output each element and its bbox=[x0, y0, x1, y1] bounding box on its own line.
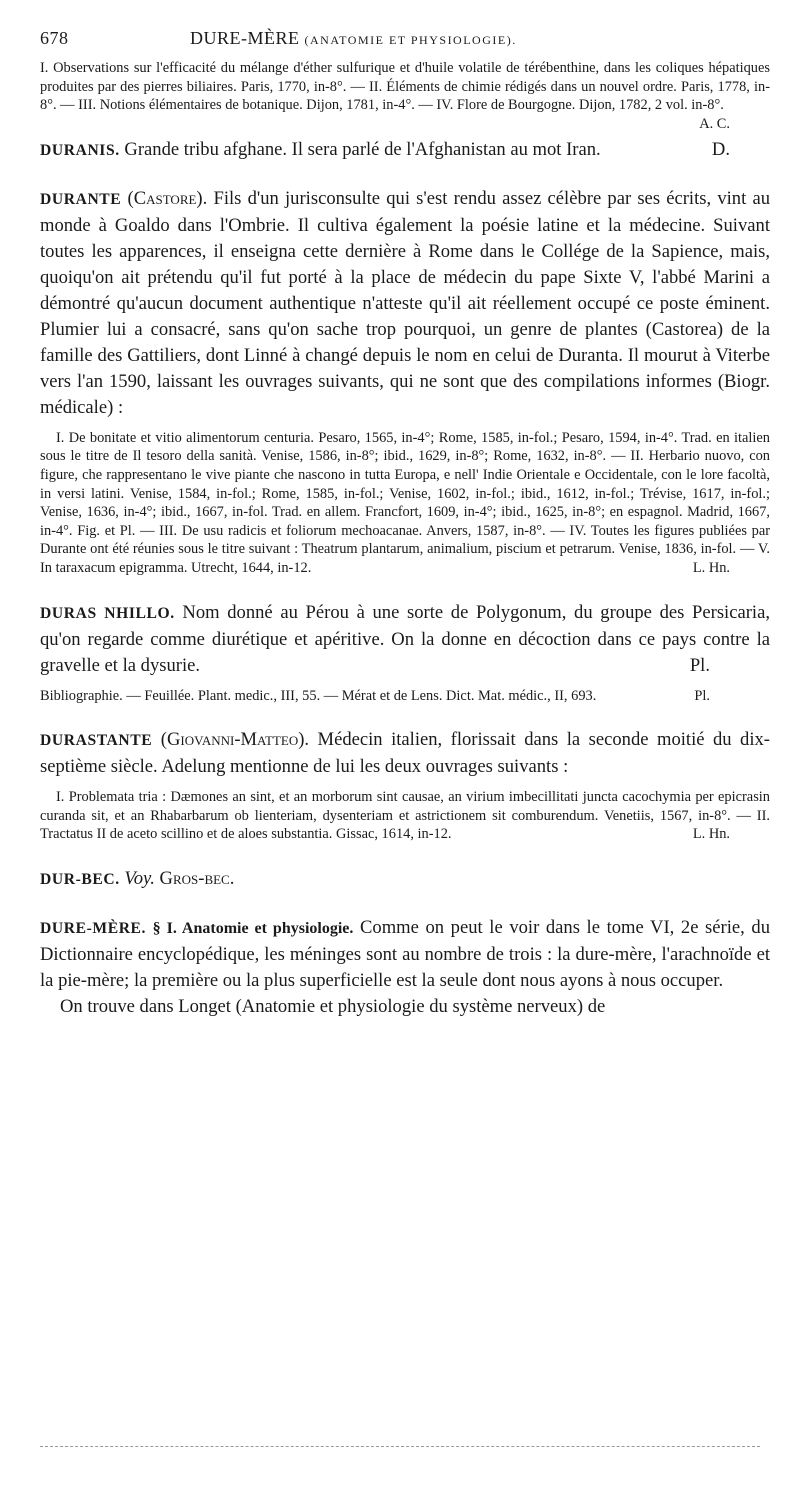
top-bibliography-line: I. Observations sur l'efficacité du mélange d'éther sulfurique et d'huile volatile de térébenthine, dans les coliques hépatiques produites par des pierres biliaires. Paris, 1770, in-8°. — II. Éléments de chimie rédigés dans un nouvel ordre. Paris, 1778, in-8°. — III. Notions élémentaires de botanique. Dijon, 1781, in-4°. — IV. Flore de Bourgogne. Dijon, 1782, 2 vol. in-8°. bbox=[40, 60, 770, 114]
entry-text: Médecin italien, florissait dans la seconde moitié du dix-septième siècle. Adelung mentionne de lui les deux ouvrages suivants : bbox=[40, 729, 770, 778]
signature: A. C. bbox=[699, 115, 730, 132]
entry-dur-bec bbox=[40, 866, 770, 893]
signature: Pl. bbox=[694, 687, 710, 704]
entry-name: (Giovanni-Matteo). bbox=[160, 729, 310, 751]
entry-text: Comme on peut le voir dans le tome VI, 2e série, du Dictionnaire encyclopédique, les méninges sont au nombre de trois : la dure-mère, l'arachnoïde et la pie-mère; la première ou la plus superficielle est la seule dont nous ayons à nous occuper. bbox=[40, 916, 770, 991]
running-title-main: DURE-MÈRE bbox=[190, 28, 300, 48]
entry-bibliography: I. Problemata tria : Dæmones an sint, et an morborum sint causae, an virium imbecillitati juncta cacochymia per epicrasin curanda sit, et an Rhabarbarum ob lienteriam, dysenteriam et astrictionem sit comburendum. Venetiis, 1567, in-8°. — II. Tractatus II de aceto scillino et de aloes substantia. Gissac, 1614, in-12. L. Hn. bbox=[40, 789, 770, 843]
entry-headword: DUR-BEC. bbox=[40, 870, 120, 888]
entry-headword: DURASTANTE bbox=[40, 732, 153, 750]
entry-headword: DURANIS. bbox=[40, 141, 120, 159]
page-number: 678 bbox=[40, 28, 69, 48]
signature: L. Hn. bbox=[692, 826, 730, 843]
signature: D. bbox=[711, 138, 730, 160]
entry-duranis bbox=[40, 137, 770, 164]
entry-bibliography: Bibliographie. — Feuillée. Plant. medic., III, 55. — Mérat et de Lens. Dict. Mat. médic., II, 693. Pl. bbox=[40, 687, 710, 704]
entry-durastante bbox=[40, 727, 770, 844]
section-heading: § I. Anatomie et physiologie. bbox=[152, 919, 354, 937]
running-title bbox=[190, 28, 517, 49]
entry-text-continued: On trouve dans Longet (Anatomie et physiologie du système nerveux) de bbox=[60, 995, 606, 1017]
entry-text: Fils d'un jurisconsulte qui s'est rendu assez célèbre par ses écrits, vint au monde à Goaldo dans l'Ombrie. Il cultiva également la poésie latine et la médecine. Suivant toutes les apparences, il enseigna cette dernière à Rome dans le Collége de la Sapience, mais, quoiqu'on ait prétendu qu'il fut porté à la place de médecin du pape Sixte V, l'abbé Marini a démontré qu'aucun document authentique n'atteste qu'il ait réellement occupé ce poste éminent. Plumier lui a consacré, sans qu'on sache trop pourquoi, un genre de plantes (Castorea) de la famille des Gattiliers, dont Linné à changé depuis le nom en celui de Duranta. Il mourut à Viterbe vers l'an 1590, laissant les ouvrages suivants, qui ne sont que des compilations informes (Biogr. médicale) : bbox=[40, 187, 771, 418]
top-bibliography-text bbox=[40, 59, 770, 132]
entry-dure-mere bbox=[40, 915, 770, 1020]
entry-bibliography: I. De bonitate et vitio alimentorum centuria. Pesaro, 1565, in-4°; Rome, 1585, in-fol.; Pesaro, 1594, in-4°. Trad. en italien sous le titre de Il tesoro della sanità. Venise, 1586, in-8°; ibid., 1629, in-8°; Rome, 1632, in-8°. — II. Herbario nuovo, con figure, che rappresentano le vive piante che nascono in tutta Europa, e nell' Indie Orientale e Occidentale, con le lore facoltà, in versi latini. Venise, 1584, in-fol.; Rome, 1585, in-fol.; Venise, 1602, in-fol.; ibid., 1612, in-fol.; Trévise, 1617, in-fol.; Venise, 1636, in-4°; ibid., 1667, in-fol. Trad. en allem. Francfort, 1609, in-4°; ibid., 1625, in-8°; en espagnol. Madrid, 1667, in-4°. Fig. et Pl. — III. De usu radicis et foliorum mechoacanae. Anvers, 1587, in-8°. — IV. Toutes les figures publiées par Durante ont été réunies sous le titre suivant : Theatrum plantarum, animalium, piscium et petrarum. Venise, 1836, in-fol. — V. In taraxacum epigramma. Utrecht, 1644, in-12. L. Hn. bbox=[40, 429, 770, 576]
entry-cross-reference: Gros-bec. bbox=[159, 867, 235, 889]
entry-headword: DURE-MÈRE. bbox=[40, 919, 147, 937]
signature: L. Hn. bbox=[692, 559, 730, 576]
entry-durante bbox=[40, 186, 770, 578]
entry-voy: Voy. bbox=[124, 867, 155, 889]
entry-text: Grande tribu afghane. Il sera parlé de l'Afghanistan au mot Iran. bbox=[124, 138, 601, 160]
entry-text: Nom donné au Pérou à une sorte de Polygonum, du groupe des Persicaria, qu'on regarde comme diurétique et apéritive. On la donne en décoction dans ce pays contre la gravelle et la dysurie. bbox=[40, 601, 770, 676]
entry-headword: DURANTE bbox=[40, 190, 122, 208]
entry-headword: DURAS NHILLO. bbox=[40, 604, 175, 622]
entry-duras-nhillo bbox=[40, 600, 770, 706]
page-header bbox=[40, 28, 770, 49]
running-title-sub: (ANATOMIE ET PHYSIOLOGIE). bbox=[304, 33, 517, 47]
entry-name: (Castore). bbox=[127, 187, 208, 209]
footer-rule bbox=[40, 1446, 760, 1447]
top-bibliography bbox=[40, 59, 770, 132]
signature: Pl. bbox=[689, 654, 710, 676]
